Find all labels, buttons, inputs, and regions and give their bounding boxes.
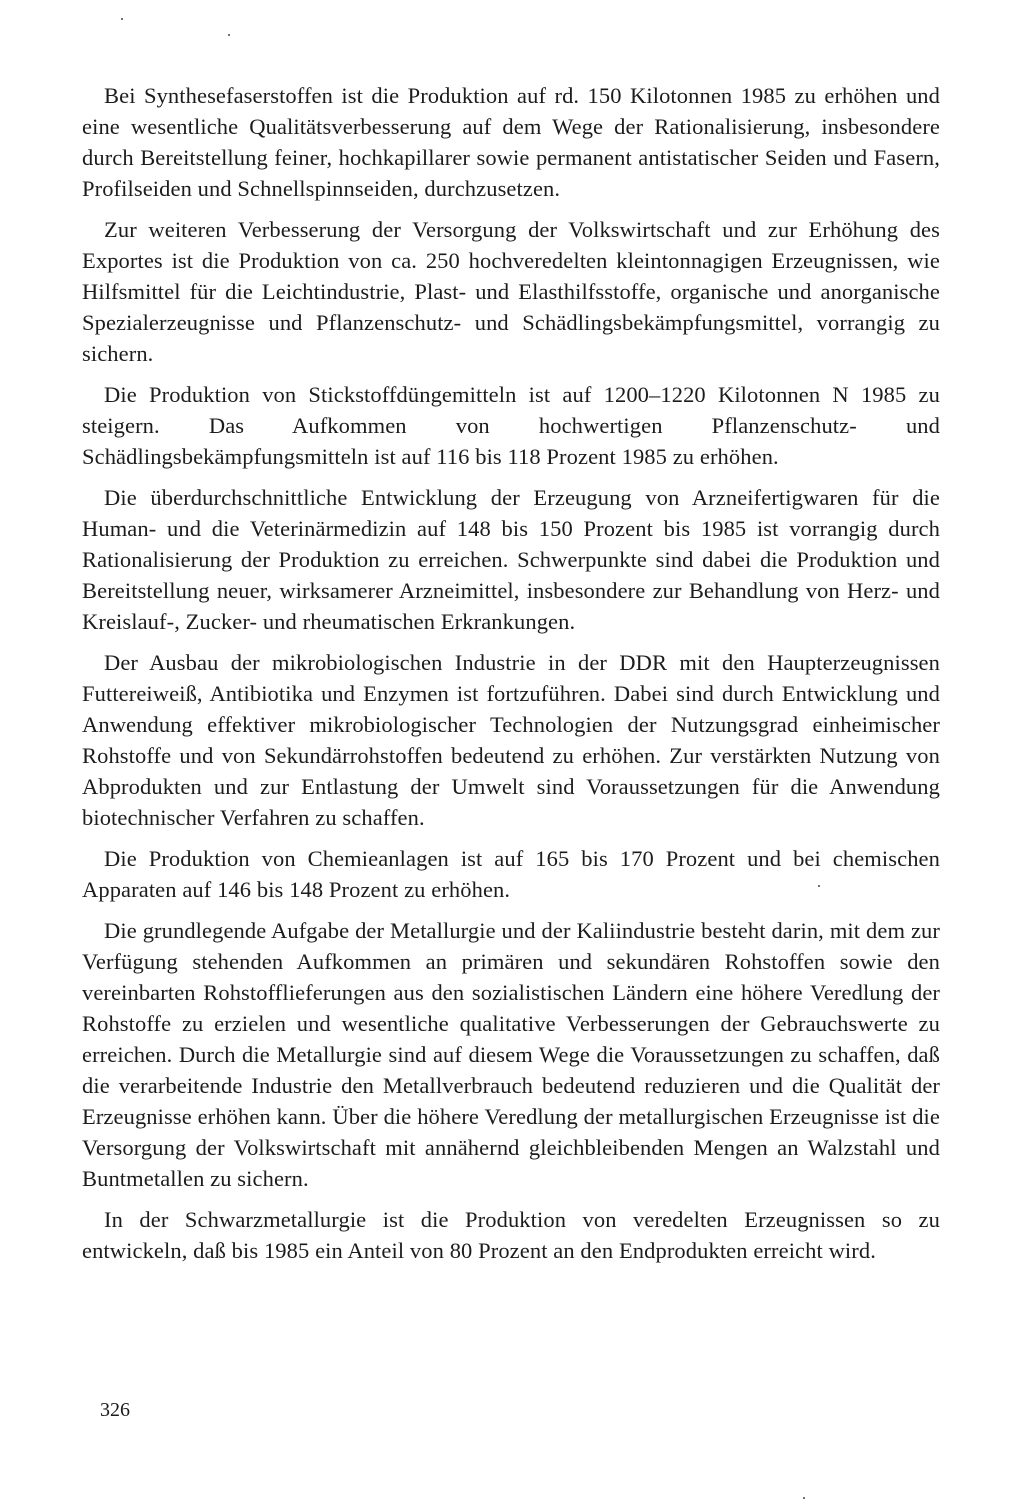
paragraph-stickstoffduengemittel: Die Produktion von Stickstoffdüngemitteln ist auf 1200–1220 Kilotonnen N 1985 zu steigern. Das Aufkommen von hochwertigen Pflanzenschutz- und Schädlingsbekämpfungsmitteln ist auf 116 bis 118 Prozent 1985 zu erhöhen. (82, 382, 940, 469)
paragraph-kleintonnagige-erzeugnisse: Zur weiteren Verbesserung der Versorgung der Volkswirtschaft und zur Erhöhung des Exportes ist die Produktion von ca. 250 hochveredelten kleintonnagigen Erzeugnissen, wie Hilfsmittel für die Leichtindustrie, Plast- und Elasthilfsstoffe, organische und anorganische Spezialerzeugnisse und Pflanzenschutz- und Schädlingsbekämpfungsmittel, vorrangig zu sichern. (82, 217, 940, 366)
scan-speck (121, 18, 123, 20)
paragraph-chemieanlagen: Die Produktion von Chemieanlagen ist auf 165 bis 170 Prozent und bei chemischen Apparaten auf 146 bis 148 Prozent zu erhöhen. (82, 846, 940, 902)
paragraph-metallurgie-kaliindustrie: Die grundlegende Aufgabe der Metallurgie und der Kaliindustrie besteht darin, mit dem zur Verfügung stehenden Aufkommen an primären und sekundären Rohstoffen sowie den vereinbarten Rohstofflieferungen aus den sozialistischen Ländern eine höhere Veredlung der Rohstoffe zu erzielen und wesentliche qualitative Verbesserungen der Gebrauchswerte zu erreichen. Durch die Metallurgie sind auf diesem Wege die Voraussetzungen zu schaffen, daß die verarbeitende Industrie den Metallverbrauch bedeutend reduzieren und die Qualität der Erzeugnisse erhöhen kann. Über die höhere Veredlung der metallurgischen Erzeugnisse ist die Versorgung der Volkswirtschaft mit annähernd gleichbleibenden Mengen an Walzstahl und Buntmetallen zu sichern. (82, 918, 940, 1191)
scan-speck (228, 34, 230, 36)
paragraph-schwarzmetallurgie: In der Schwarzmetallurgie ist die Produktion von veredelten Erzeugnissen so zu entwickeln, daß bis 1985 ein Anteil von 80 Prozent an den Endprodukten erreicht wird. (82, 1207, 940, 1263)
page-number: 326 (100, 1399, 130, 1421)
page-body (82, 80, 940, 1276)
paragraph-arzneifertigwaren: Die überdurchschnittliche Entwicklung der Erzeugung von Arzneifertigwaren für die Human- und die Veterinärmedizin auf 148 bis 150 Prozent bis 1985 ist vorrangig durch Rationalisierung der Produktion zu erreichen. Schwerpunkte sind dabei die Produktion und Bereitstellung neuer, wirksamerer Arzneimittel, insbesondere zur Behandlung von Herz- und Kreislauf-, Zucker- und rheumatischen Erkrankungen. (82, 485, 940, 634)
paragraph-synthesefaserstoffe: Bei Synthesefaserstoffen ist die Produktion auf rd. 150 Kilotonnen 1985 zu erhöhen und eine wesentliche Qualitätsverbesserung auf dem Wege der Rationalisierung, insbesondere durch Bereitstellung feiner, hochkapillarer sowie permanent antistatischer Seiden und Fasern, Profilseiden und Schnellspinnseiden, durchzusetzen. (82, 83, 940, 201)
scan-speck (803, 1497, 805, 1499)
paragraph-mikrobiologische-industrie: Der Ausbau der mikrobiologischen Industrie in der DDR mit den Haupterzeugnissen Futtereiweiß, Antibiotika und Enzymen ist fortzuführen. Dabei sind durch Entwicklung und Anwendung effektiver mikrobiologischer Technologien der Nutzungsgrad einheimischer Rohstoffe und von Sekundärrohstoffen bedeutend zu erhöhen. Zur verstärkten Nutzung von Abprodukten und zur Entlastung der Umwelt sind Voraussetzungen für die Anwendung biotechnischer Verfahren zu schaffen. (82, 650, 940, 830)
scan-speck (818, 885, 820, 887)
